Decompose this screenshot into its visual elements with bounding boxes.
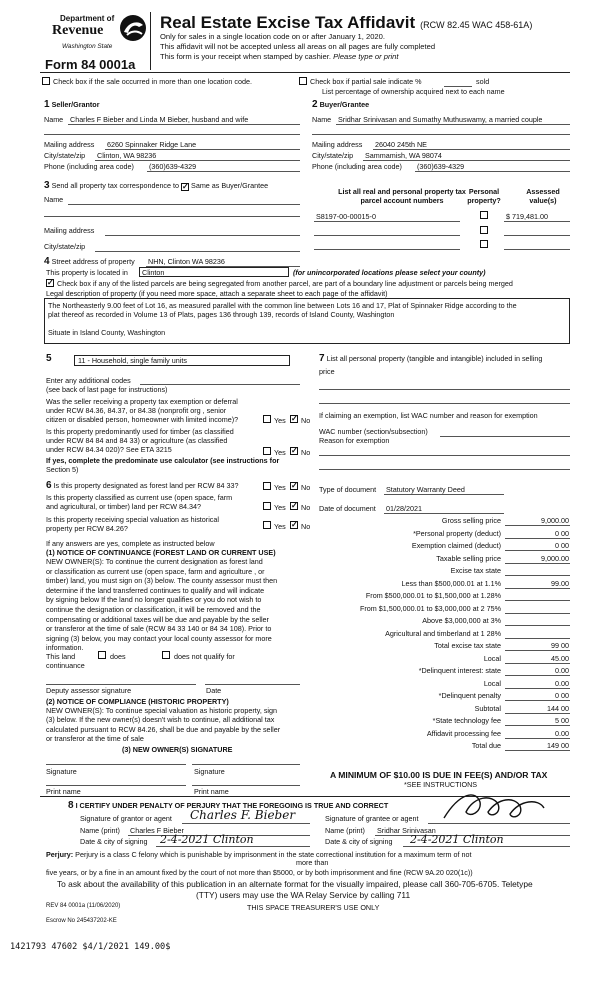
corr-name-label: Name	[44, 195, 64, 204]
seller-heading-text: Seller/Grantor	[51, 100, 100, 109]
sold-label: sold	[476, 77, 490, 86]
forest-q-text: Is this property designated as forest land per RCW 84 33?	[53, 481, 239, 490]
multi-location-label: Check box if the sale occurred in more than one location code.	[53, 77, 252, 86]
calc-label: Subtotal	[474, 704, 501, 713]
seller-mail-value[interactable]: 6260 Spinnaker Ridge Lane	[107, 140, 197, 149]
parcel-row-1-personal-checkbox[interactable]	[480, 211, 488, 219]
seller-phone-value[interactable]: (360)639-4329	[149, 162, 197, 171]
header-note-3b: Please type or print	[333, 52, 399, 61]
calc-label: Exemption claimed (deduct)	[411, 541, 501, 550]
parcel-header-assessed	[515, 187, 571, 205]
wac-label: WAC number (section/subsection)	[319, 427, 428, 436]
header-note-3	[160, 52, 399, 61]
calc-value[interactable]: 45.00	[551, 654, 569, 663]
buyer-phone-label: Phone (including area code)	[312, 162, 402, 171]
parcel-row-1-value[interactable]: $ 719,481.00	[506, 212, 548, 221]
calc-label: Agricultural and timberland at 1 28%	[385, 629, 501, 638]
buyer-num: 2	[312, 99, 318, 110]
seller-phone-label: Phone (including area code)	[44, 162, 134, 171]
same-as-buyer-label: Same as Buyer/Grantee	[191, 181, 269, 190]
accessibility-line-1: To ask about the availability of this publication in an alternate format for the visually impaired, please call 360-705-6705. Teletype	[57, 879, 533, 889]
timber-no-label: No	[301, 448, 311, 457]
seller-city-value[interactable]: Clinton, WA 98236	[97, 151, 157, 160]
calc-label: Local	[483, 679, 501, 688]
exemption-no-checkbox[interactable]: ✓	[291, 414, 298, 423]
buyer-name-label: Name	[312, 115, 332, 124]
parcel-row-2-personal-checkbox[interactable]	[480, 226, 488, 234]
current-use-no-checkbox[interactable]: ✓	[291, 501, 298, 510]
calc-label: *Delinquent penalty	[438, 691, 501, 700]
list-percentage-note: List percentage of ownership acquired next to each name	[322, 87, 505, 96]
timber-yes-checkbox[interactable]	[263, 447, 271, 455]
forest-yes-checkbox[interactable]	[263, 482, 271, 490]
seller-num: 1	[44, 99, 50, 110]
new-owner-print-1: Print name	[46, 787, 81, 796]
hist-line-2: calculated pursuant to RCW 84.26, shall be due and payable by the seller	[46, 724, 281, 734]
section7-num: 7	[319, 353, 325, 364]
unincorporated-note: (for unincorporated locations please select your county)	[293, 268, 486, 277]
parcel-row-3-personal-checkbox[interactable]	[480, 240, 488, 248]
correspondence-text: Send all property tax correspondence to	[51, 181, 180, 190]
seller-city-label: City/state/zip	[44, 151, 86, 160]
corr-city-label: City/state/zip	[44, 242, 86, 251]
timber-q-4: If yes, complete the predominate use calculator (see instructions for	[46, 456, 280, 465]
logo-dept: Department of	[60, 14, 115, 23]
forest-no-label: No	[301, 483, 311, 492]
hist-line-1: (3) below. If the new owner(s) doesn't wish to continue, all additional tax	[46, 715, 275, 725]
current-use-no-label: No	[301, 503, 311, 512]
buyer-name-value[interactable]: Sridhar Srinivasan and Sumathy Muthuswamy, a married couple	[338, 115, 543, 124]
doc-date-value[interactable]: 01/28/2021	[386, 504, 422, 513]
treasurer-stamp: 1421793 47602 $4/1/2021 149.00$	[10, 942, 171, 952]
certify-text: I CERTIFY UNDER PENALTY OF PERJURY THAT THE FOREGOING IS TRUE AND CORRECT	[75, 801, 389, 810]
calc-value[interactable]: 5 00	[555, 716, 569, 725]
cont-line-6: compensating or additional taxes will be due and payable by the seller	[46, 614, 269, 624]
cont-line-5: continue the designation or classification, it will be removed and the	[46, 604, 261, 614]
segregated-checkbox[interactable]: ✓	[47, 278, 54, 287]
land-does-not-checkbox[interactable]	[162, 651, 170, 659]
perjury-more: more than	[296, 858, 329, 867]
timber-yes-label: Yes	[274, 448, 286, 457]
revenue-emblem-icon	[118, 13, 148, 43]
current-use-yes-checkbox[interactable]	[263, 502, 271, 510]
parcel-header-assessed-1: Assessed	[526, 187, 560, 196]
calc-label: Less than $500,000.01 at 1.1%	[401, 579, 501, 588]
correspondence-row	[44, 180, 268, 193]
form-title	[160, 12, 532, 33]
land-does-checkbox[interactable]	[98, 651, 106, 659]
minimum-due-note: A MINIMUM OF $10.00 IS DUE IN FEE(S) AND/OR TAX	[330, 770, 548, 780]
form-title-text: Real Estate Excise Tax Affidavit	[160, 13, 416, 32]
calc-value[interactable]: 0 00	[555, 691, 569, 700]
section6-num: 6	[46, 480, 52, 491]
buyer-mail-label: Mailing address	[312, 140, 363, 149]
land-does-not-label: does not qualify for	[174, 652, 235, 661]
timber-q-5: Section 5)	[46, 465, 79, 474]
parcel-header-assessed-2: value(s)	[529, 196, 557, 205]
new-owner-print-2: Print name	[194, 787, 229, 796]
calc-label: Above $3,000,000 at 3%	[422, 616, 501, 625]
calc-value[interactable]: 99 00	[551, 641, 569, 650]
exemption-no-label: No	[301, 416, 311, 425]
grantor-date-label: Date & city of signing	[80, 837, 148, 846]
revenue-logo	[52, 12, 148, 54]
exemption-yes-label: Yes	[274, 416, 286, 425]
calc-label: Total excise tax state	[434, 641, 501, 650]
historic-q-1: Is this property receiving special valuation as historical	[46, 515, 219, 524]
cont-line-7: or transferor at the time of sale (RCW 84 33 140 or 84 34 108). Prior to	[46, 624, 272, 634]
located-select[interactable]	[139, 267, 289, 277]
seller-mail-label: Mailing address	[44, 140, 95, 149]
corr-mail-label: Mailing address	[44, 226, 95, 235]
historic-no-label: No	[301, 522, 311, 531]
grantor-signature-label: Signature of grantor or agent	[80, 814, 172, 823]
perjury-line-2: five years, or by a fine in an amount fixed by the court of not more than $5000, or by both imprisonment and fine (RCW 9A.20 020(1c))	[46, 868, 473, 877]
header-note-2: This affidavit will not be accepted unless all areas on all pages are fully completed	[160, 42, 436, 51]
grantor-signature[interactable]: Charles F. Bieber	[190, 808, 296, 822]
timber-q-1: Is this property predominantly used for timber (as classified	[46, 427, 234, 436]
perjury-text: Perjury is a class C felony which is punishable by imprisonment in the state correctional institution for a maximum term of not	[75, 850, 472, 859]
calc-value[interactable]: 0 00	[555, 541, 569, 550]
hist-line-0: NEW OWNER(S): To continue special valuation as historic property, sign	[46, 706, 278, 715]
buyer-phone-value[interactable]: (360)639-4329	[417, 162, 465, 171]
calc-value[interactable]: 144 00	[547, 704, 569, 713]
calc-label: From $500,000.01 to $1,500,000 at 1.28%	[365, 591, 501, 600]
calc-value[interactable]: 9,000.00	[541, 554, 569, 563]
land-does-label: does	[110, 652, 126, 661]
buyer-mail-value[interactable]: 26040 245th NE	[375, 140, 427, 149]
legal-line-3: Situate in Island County, Washington	[48, 328, 166, 337]
property-num: 4	[44, 256, 50, 267]
grantor-date-value[interactable]: 2-4-2021 Clinton	[160, 833, 254, 846]
cont-line-4: by signing below If the land no longer qualifies or you do not wish to	[46, 595, 262, 605]
reason-label: Reason for exemption	[319, 436, 390, 445]
cont-line-8: signing (3) below, you may contact your local county assessor for more	[46, 633, 272, 643]
partial-sale-label: Check box if partial sale indicate %	[310, 77, 422, 86]
historic-body	[46, 706, 280, 744]
new-owner-signature-heading: (3) NEW OWNER(S) SIGNATURE	[122, 745, 233, 754]
calc-label: Affidavit processing fee	[426, 729, 501, 738]
calc-label: *Personal property (deduct)	[413, 529, 501, 538]
section5-num: 5	[46, 353, 52, 364]
perjury-label: Perjury:	[46, 850, 74, 859]
form-number: Form 84 0001a	[45, 57, 136, 72]
codes-label-2: (see back of last page for instructions)	[46, 385, 168, 394]
this-land-label: This land	[46, 652, 76, 661]
grantee-date-label: Date & city of signing	[325, 837, 393, 846]
codes-label-1: Enter any additional codes	[46, 376, 131, 385]
legal-description-box[interactable]	[44, 298, 570, 344]
calc-value[interactable]: 99.00	[551, 579, 569, 588]
historic-yes-label: Yes	[274, 522, 286, 531]
deputy-date-label: Date	[206, 686, 222, 695]
buyer-city-value[interactable]: Sammamish, WA 98074	[365, 151, 442, 160]
parcel-header-personal	[462, 187, 506, 205]
correspondence-num: 3	[44, 180, 50, 191]
continuance-body	[46, 557, 277, 653]
header-note-1: Only for sales in a single location code on or after January 1, 2020.	[160, 32, 385, 41]
grantor-name-value[interactable]: Charles F Bieber	[130, 826, 184, 835]
calc-value[interactable]: 0.00	[555, 679, 569, 688]
land-use-value: 11 - Household, single family units	[78, 356, 187, 365]
new-owner-signature-1: Signature	[46, 767, 77, 776]
seller-name-value[interactable]: Charles F Bieber and Linda M Bieber, husband and wife	[70, 115, 249, 124]
section7-line-2: price	[319, 367, 335, 376]
if-yes-note: If any answers are yes, complete as instructed below	[46, 539, 215, 548]
historic-heading: (2) NOTICE OF COMPLIANCE (HISTORIC PROPERTY)	[46, 697, 229, 706]
grantor-name-label: Name (print)	[80, 826, 120, 835]
calc-label: *Delinquent interest: state	[418, 666, 501, 675]
cont-line-2: timber) land, you must sign on (3) below. The county assessor must then	[46, 576, 278, 586]
calc-label: *State technology fee	[432, 716, 501, 725]
continuance-label: continuance	[46, 661, 85, 670]
timber-no-checkbox[interactable]: ✓	[291, 446, 298, 455]
seller-heading	[44, 99, 100, 112]
segregated-label: Check box if any of the listed parcels are being segregated from another parcel, are part of a boundary line adjustment or parcels being merged	[57, 279, 513, 288]
street-label: Street address of property	[51, 257, 135, 266]
calc-value[interactable]: 0.00	[555, 666, 569, 675]
logo-revenue: Revenue	[52, 23, 104, 38]
continuance-heading: (1) NOTICE OF CONTINUANCE (FOREST LAND OR CURRENT USE)	[46, 548, 276, 557]
section7-line-1: List all personal property (tangible and intangible) included in selling	[326, 354, 543, 363]
parcel-header-list-2: parcel account numbers	[360, 196, 444, 205]
exemption-q-2: under RCW 84.36, 84.37, or 84.38 (nonprofit org , senior	[46, 406, 227, 415]
revision-label: REV 84 0001a (11/06/2020)	[46, 903, 121, 909]
cont-line-0: NEW OWNER(S): To continue the current designation as forest land	[46, 557, 263, 566]
section8-num: 8	[68, 800, 74, 811]
doc-type-value[interactable]: Statutory Warranty Deed	[386, 485, 465, 494]
historic-yes-checkbox[interactable]	[263, 521, 271, 529]
calc-label: Gross selling price	[441, 516, 501, 525]
buyer-heading-text: Buyer/Grantee	[319, 100, 370, 109]
partial-sale-checkbox[interactable]	[299, 77, 307, 85]
timber-q-2: under RCW 84 84 and 84 33) or agriculture (as classified	[46, 436, 228, 445]
current-use-q-2: and agricultural, or timber) land per RCW 84.34?	[46, 502, 202, 511]
exemption-claim-label: If claiming an exemption, list WAC number and reason for exemption	[319, 411, 538, 420]
parcel-row-1-number[interactable]: S8197-00-00015-0	[316, 212, 376, 221]
same-as-buyer-checkbox[interactable]: ✓	[182, 182, 189, 191]
logo-state: Washington State	[62, 43, 113, 50]
seller-name-label: Name	[44, 115, 64, 124]
escrow-number: Escrow No 245437202-KE	[46, 918, 117, 924]
forest-yes-label: Yes	[274, 483, 286, 492]
buyer-city-label: City/state/zip	[312, 151, 354, 160]
parcel-header-list-1: List all real and personal property tax	[338, 187, 466, 196]
forest-q	[46, 480, 239, 493]
treasurer-use-label: THIS SPACE TREASURER'S USE ONLY	[247, 903, 380, 912]
street-row	[44, 256, 135, 269]
new-owner-signature-2: Signature	[194, 767, 225, 776]
calc-value[interactable]: 0.00	[555, 729, 569, 738]
exemption-yes-checkbox[interactable]	[263, 415, 271, 423]
historic-q-2: property per RCW 84.26?	[46, 524, 128, 533]
doc-type-label: Type of document	[319, 485, 377, 494]
current-use-yes-label: Yes	[274, 503, 286, 512]
legal-line-1: The Northeasterly 9.00 feet of Lot 16, as measured parallel with the common line between Lots 16 and 17, Plat of Spinnaker Ridge according to the	[48, 301, 517, 310]
calc-value[interactable]: 149 00	[547, 741, 569, 750]
located-label: This property is located in	[46, 268, 128, 277]
cont-line-9: information.	[46, 643, 84, 653]
perjury-notice	[46, 850, 471, 859]
parcel-header-personal-2: property?	[467, 196, 501, 205]
legal-label: Legal description of property (if you need more space, attach a separate sheet to each page of the affidavit)	[46, 289, 388, 298]
street-value[interactable]: NHN, Clinton WA 98236	[148, 257, 225, 266]
accessibility-line-2: (TTY) users may use the WA Relay Service by calling 711	[196, 890, 411, 900]
buyer-heading	[312, 99, 369, 112]
parcel-header-personal-1: Personal	[468, 187, 500, 196]
calc-label: Local	[483, 654, 501, 663]
section7-text	[319, 353, 542, 366]
exemption-q-3: citizen or disabled person, homeowner with limited income)?	[46, 415, 239, 424]
current-use-q-1: Is this property classified as current use (open space, farm	[46, 493, 233, 502]
see-instructions-note: *SEE INSTRUCTIONS	[404, 780, 478, 789]
grantee-signature-label: Signature of grantee or agent	[325, 814, 419, 823]
multi-location-checkbox[interactable]	[42, 77, 50, 85]
grantee-date-value[interactable]: 2-4-2021 Clinton	[410, 833, 504, 846]
grantee-signature[interactable]	[440, 788, 560, 824]
grantee-name-value[interactable]: Sridhar Srinivasan	[377, 826, 436, 835]
grantee-name-label: Name (print)	[325, 826, 365, 835]
header-note-3a: This form is your receipt when stamped by cashier.	[160, 52, 331, 61]
calc-label: Taxable selling price	[436, 554, 501, 563]
deputy-signature-label: Deputy assessor signature	[46, 686, 132, 695]
forest-no-checkbox[interactable]: ✓	[291, 481, 298, 490]
calc-label: Total due	[471, 741, 501, 750]
exemption-q-1: Was the seller receiving a property tax exemption or deferral	[46, 397, 238, 406]
form-title-ref: (RCW 82.45 WAC 458-61A)	[420, 20, 533, 30]
calc-value[interactable]: 9,000.00	[541, 516, 569, 525]
doc-date-label: Date of document	[319, 504, 376, 513]
cont-line-1: or classification as current use (open space, farm and agriculture , or	[46, 566, 265, 576]
calc-label: Excise tax state	[450, 566, 501, 575]
legal-line-2: plat thereof as recorded in Volume 13 of Plats, pages 136 through 139, records of Island County, Washington	[48, 310, 395, 319]
timber-q-3: under RCW 84.34 020)? See ETA 3215	[46, 445, 172, 454]
historic-no-checkbox[interactable]: ✓	[291, 520, 298, 529]
cont-line-3: determine if the land transferred continues to qualify and will indicate	[46, 585, 265, 595]
land-use-select[interactable]	[74, 355, 290, 366]
calc-value[interactable]: 0 00	[555, 529, 569, 538]
hist-line-3: or transferor at the time of sale	[46, 734, 144, 744]
located-value: Clinton	[142, 268, 165, 277]
calc-label: From $1,500,000.01 to $3,000,000 at 2 75%	[359, 604, 501, 613]
